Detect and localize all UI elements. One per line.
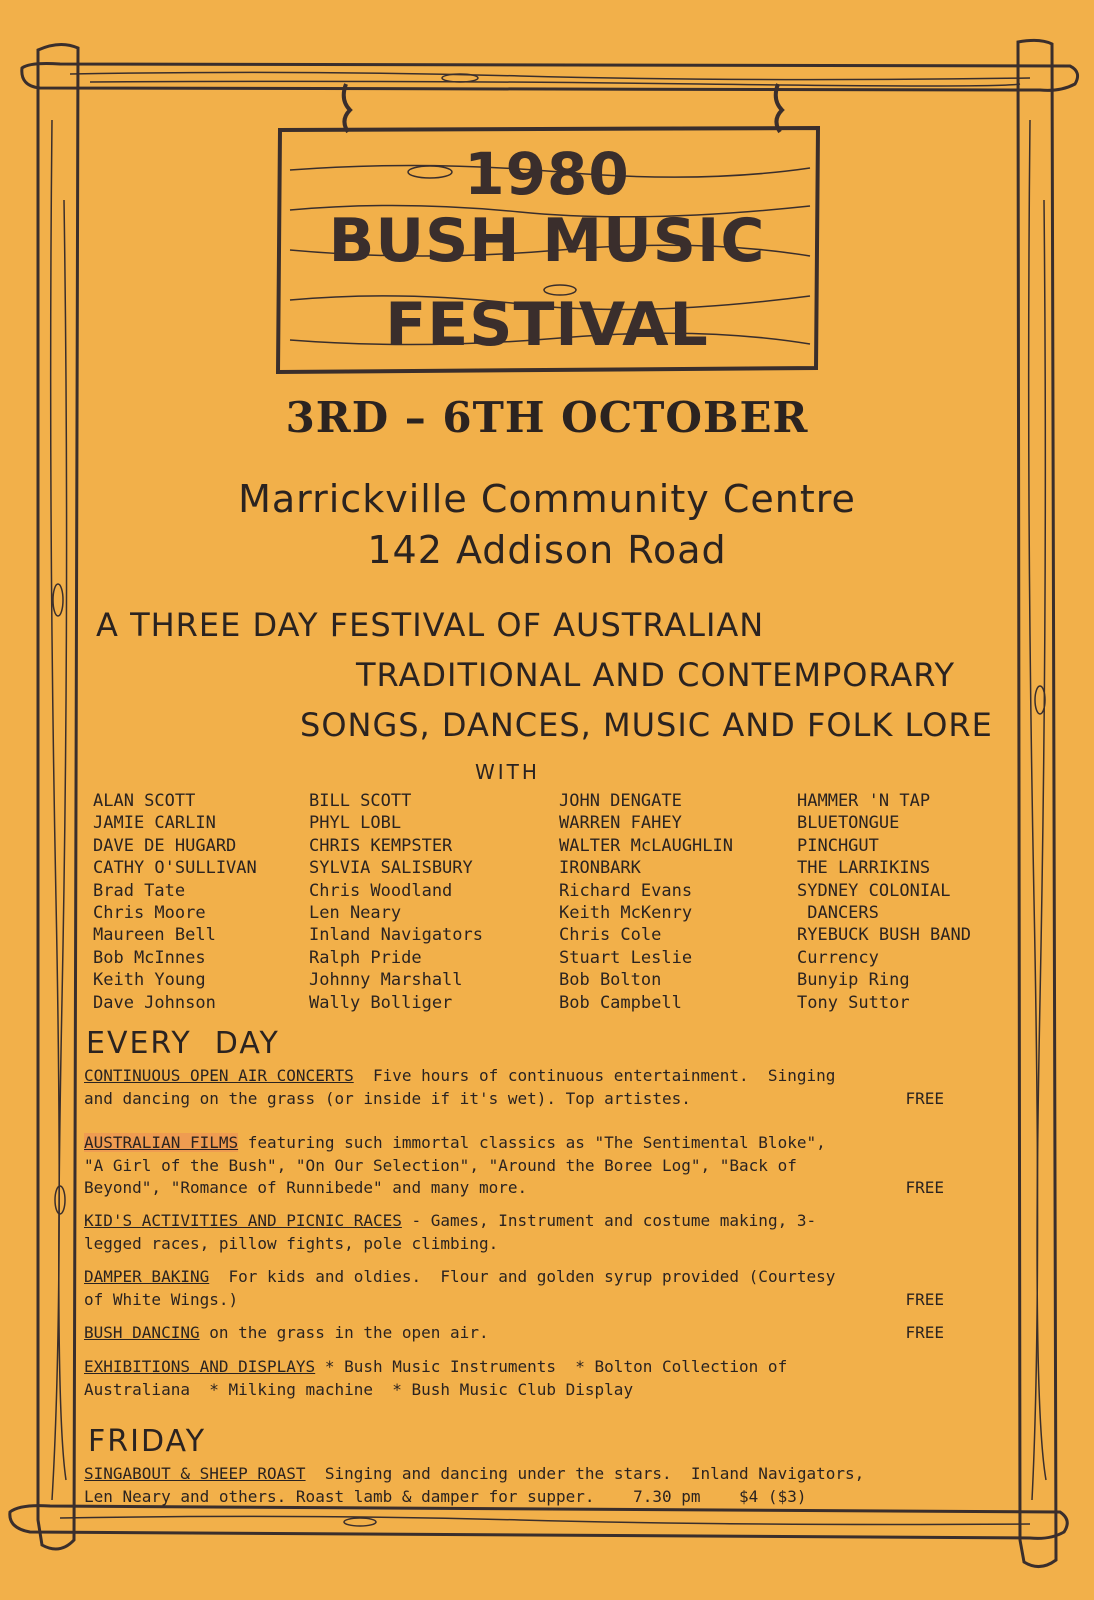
performer: RYEBUCK BUSH BAND <box>797 925 971 946</box>
venue-name: Marrickville Community Centre <box>238 477 856 521</box>
performer: PINCHGUT <box>797 835 879 856</box>
event-description: and dancing on the grass (or inside if it's wet). Top artistes. <box>84 1088 691 1108</box>
event-description: Beyond", "Romance of Runnibede" and many more. <box>84 1178 528 1197</box>
event-description: Len Neary and others. Roast lamb & damper for supper. 7.30 pm $4 ($3) <box>84 1486 807 1506</box>
event-description: Five hours of continuous entertainment. Singing <box>353 1066 836 1085</box>
performer: IRONBARK <box>559 858 641 879</box>
venue-address: 142 Addison Road <box>367 528 727 572</box>
performer: SYDNEY COLONIAL <box>797 880 951 901</box>
performer: Brad Tate <box>93 880 186 901</box>
event-description: on the grass in the open air. <box>199 1323 489 1342</box>
event-description: "A Girl of the Bush", "On Our Selection", "Around the Boree Log", "Back of <box>84 1155 797 1175</box>
performer: BLUETONGUE <box>797 813 900 834</box>
event-singabout <box>84 1463 1004 1508</box>
performer: CATHY O'SULLIVAN <box>93 858 257 879</box>
performer: HAMMER 'N TAP <box>797 791 931 811</box>
performers-col-4 <box>797 790 971 1014</box>
performer: Maureen Bell <box>93 925 216 946</box>
performer: Keith Young <box>93 970 206 991</box>
tagline-line3: SONGS, DANCES, MUSIC AND FOLK LORE <box>300 706 993 744</box>
tagline-line1: A THREE DAY FESTIVAL OF AUSTRALIAN <box>96 606 765 644</box>
performer: ALAN SCOTT <box>93 791 196 811</box>
price-free: FREE <box>905 1289 944 1309</box>
event-description: Australiana * Milking machine * Bush Music Club Display <box>84 1379 634 1399</box>
performer: JOHN DENGATE <box>559 791 682 811</box>
performers-col-1 <box>93 790 257 1014</box>
sign-year: 1980 <box>464 140 630 208</box>
performer: BILL SCOTT <box>309 791 412 811</box>
performers-col-3 <box>559 790 733 1014</box>
performer: JAMIE CARLIN <box>93 813 216 834</box>
performer: Chris Woodland <box>309 880 453 901</box>
sign-title-line2: FESTIVAL <box>385 290 709 360</box>
performer: Chris Cole <box>559 925 662 946</box>
performers-col-2 <box>309 790 483 1014</box>
performer: WARREN FAHEY <box>559 813 682 834</box>
performer: Johnny Marshall <box>309 970 463 991</box>
performer: Inland Navigators <box>309 925 483 946</box>
event-title: AUSTRALIAN FILMS <box>84 1133 239 1152</box>
event-title: BUSH DANCING <box>84 1323 200 1342</box>
event-title: DAMPER BAKING <box>84 1267 210 1286</box>
performer: Len Neary <box>309 903 402 924</box>
performer: Ralph Pride <box>309 947 422 968</box>
event-title: SINGABOUT & SHEEP ROAST <box>84 1464 306 1483</box>
performer: Wally Bolliger <box>309 992 453 1013</box>
event-description: - Games, Instrument and costume making, 3- <box>401 1211 817 1230</box>
performer: SYLVIA SALISBURY <box>309 858 473 879</box>
with-label: WITH <box>475 760 540 784</box>
performer: THE LARRIKINS <box>797 858 931 879</box>
event-kids-activities <box>84 1210 964 1255</box>
price-free: FREE <box>905 1178 944 1197</box>
performer: Stuart Leslie <box>559 947 693 968</box>
performer: Dave Johnson <box>93 992 216 1013</box>
event-description: Singing and dancing under the stars. Inland Navigators, <box>305 1464 865 1483</box>
friday-heading: FRIDAY <box>88 1424 207 1459</box>
event-exhibitions <box>84 1356 964 1401</box>
performer: Keith McKenry <box>559 903 693 924</box>
performer: Bob Campbell <box>559 992 682 1013</box>
performer: WALTER McLAUGHLIN <box>559 835 733 856</box>
performer: CHRIS KEMPSTER <box>309 835 453 856</box>
every-day-heading: EVERY DAY <box>86 1026 280 1061</box>
event-description: of White Wings.) <box>84 1289 239 1309</box>
event-bush-dancing <box>84 1322 964 1345</box>
performer: Bunyip Ring <box>797 970 910 991</box>
event-title: EXHIBITIONS AND DISPLAYS <box>84 1357 316 1376</box>
price-free: FREE <box>905 1088 944 1108</box>
performer: Tony Suttor <box>797 992 910 1013</box>
performer: Richard Evans <box>559 880 693 901</box>
event-films <box>84 1132 964 1200</box>
event-description: featuring such immortal classics as "The Sentimental Bloke", <box>238 1133 826 1152</box>
event-title: KID'S ACTIVITIES AND PICNIC RACES <box>84 1211 402 1230</box>
event-concerts <box>84 1065 964 1110</box>
price-free: FREE <box>905 1323 944 1342</box>
sign-title-line1: BUSH MUSIC <box>328 206 766 276</box>
event-title: CONTINUOUS OPEN AIR CONCERTS <box>84 1066 354 1085</box>
performer: DAVE DE HUGARD <box>93 835 237 856</box>
performer: Bob McInnes <box>93 947 206 968</box>
tagline-line2: TRADITIONAL AND CONTEMPORARY <box>356 656 955 694</box>
performer: Currency <box>797 947 879 968</box>
performer: DANCERS <box>797 903 879 924</box>
event-damper-baking <box>84 1266 964 1311</box>
event-description: For kids and oldies. Flour and golden syrup provided (Courtesy <box>209 1267 836 1286</box>
performer: Bob Bolton <box>559 970 662 991</box>
performer: PHYL LOBL <box>309 813 402 834</box>
event-description: * Bush Music Instruments * Bolton Collection of <box>315 1357 788 1376</box>
performer: Chris Moore <box>93 903 206 924</box>
festival-dates: 3RD – 6TH OCTOBER <box>285 393 809 442</box>
event-description: legged races, pillow fights, pole climbing. <box>84 1233 499 1253</box>
